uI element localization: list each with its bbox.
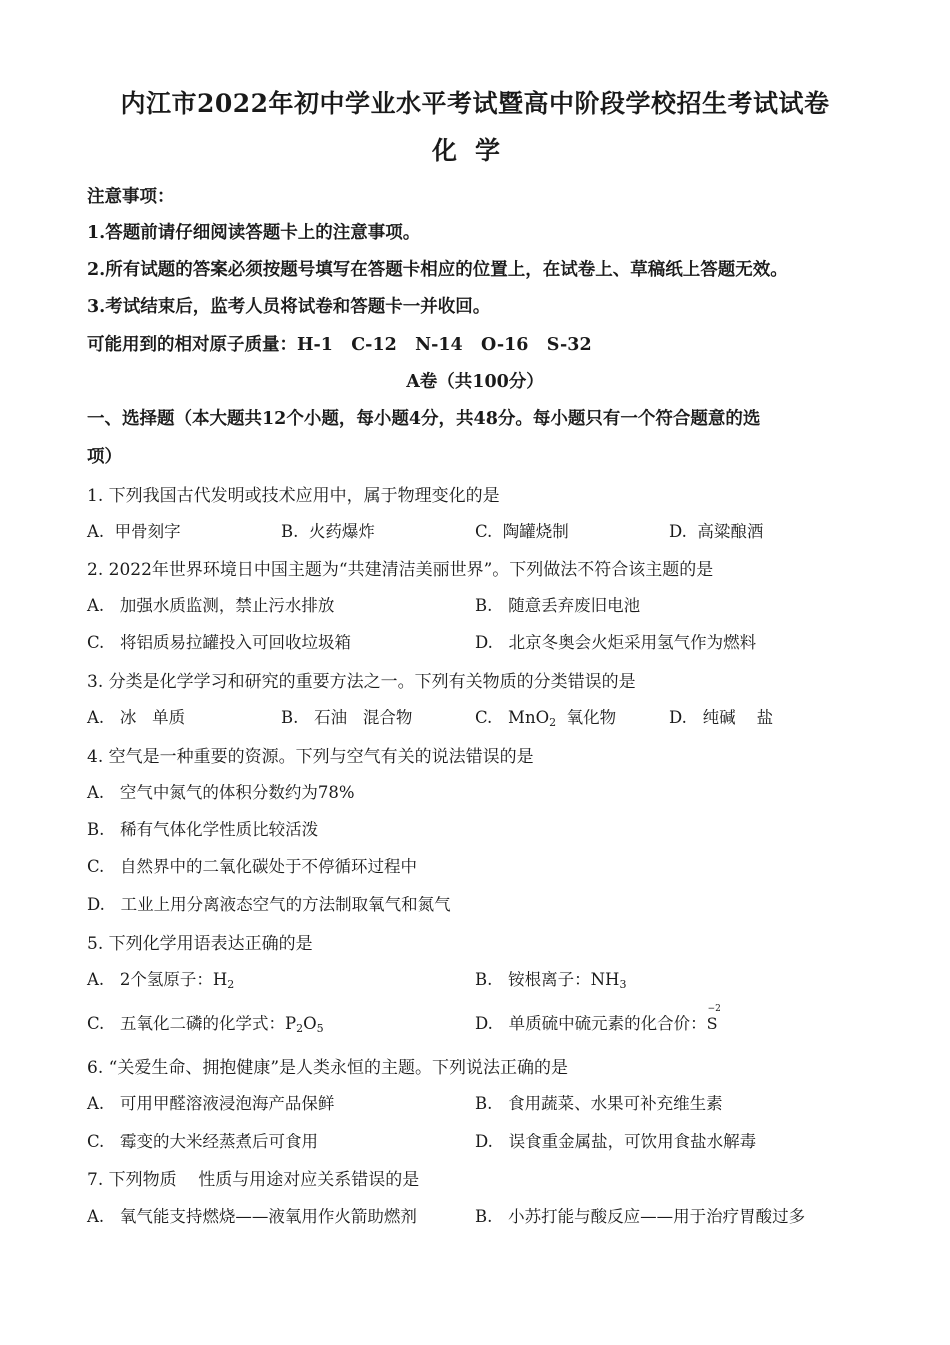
option-c: C. 五氧化二磷的化学式：$P_2O_5$ [87,1014,324,1035]
notes-heading: 注意事项： [87,187,175,207]
option-d: D. 工业上用分离液态空气的方法制取氧气和氮气 [87,895,451,914]
note-item: 2.所有试题的答案必须按题号填写在答题卡相应的位置上，在试卷上、草稿纸上答题无效。 [87,260,788,280]
option-b: B. 石油 混合物 [281,708,413,727]
option-b: B. 食用蔬菜、水果可补充维生素 [475,1094,723,1113]
option-a: A. 2个氢原子：$H_2$ [87,970,235,991]
option-d: D. 误食重金属盐，可饮用食盐水解毒 [475,1132,757,1151]
exam-title: 内江市2022年初中学业水平考试暨高中阶段学校招生考试试卷 [120,89,830,118]
note-item: 1.答题前请仔细阅读答题卡上的注意事项。 [87,223,421,243]
question-stem: 4. 空气是一种重要的资源。下列与空气有关的说法错误的是 [87,747,534,767]
option-c: C. 霉变的大米经蒸煮后可食用 [87,1132,319,1151]
question-stem: 6. “关爱生命、拥抱健康”是人类永恒的主题。下列说法正确的是 [87,1058,569,1078]
valence-symbol: −2 S [706,1004,721,1033]
option-b: B. 铵根离子：$NH_3$ [475,970,627,991]
section-heading-cont: 项） [87,447,122,467]
atomic-masses: 可能用到的相对原子质量：H-1 C-12 N-14 O-16 S-32 [87,335,592,355]
question-stem: 7. 下列物质 性质与用途对应关系错误的是 [87,1170,420,1190]
option-a: A. 空气中氮气的体积分数约为78% [87,783,355,802]
option-a: A. 甲骨刻字 [87,522,181,541]
option-b: B. 稀有气体化学性质比较活泼 [87,820,319,839]
option-c: C. 陶罐烧制 [475,522,569,541]
option-a: A. 氧气能支持燃烧——液氧用作火箭助燃剂 [87,1207,417,1226]
option-c-letter: C. [475,708,493,727]
question-stem: 2. 2022年世界环境日中国主题为“共建清洁美丽世界”。下列做法不符合该主题的是 [87,560,714,580]
option-a: A. 可用甲醛溶液浸泡海产品保鲜 [87,1094,335,1113]
formula-mno2: MnO$_2$ [508,708,557,729]
question-stem: 1. 下列我国古代发明或技术应用中，属于物理变化的是 [87,486,500,506]
question-stem: 5. 下列化学用语表达正确的是 [87,934,313,954]
option-a: A. 冰 单质 [87,708,186,727]
option-b: B. 随意丢弃废旧电池 [475,596,641,615]
question-stem: 3. 分类是化学学习和研究的重要方法之一。下列有关物质的分类错误的是 [87,672,636,692]
option-c: C. 自然界中的二氧化碳处于不停循环过程中 [87,857,418,876]
option-b: B. 小苏打能与酸反应——用于治疗胃酸过多 [475,1207,806,1226]
option-c: C. MnO$_2$ 氧化物 [475,708,617,729]
option-d: D. 高粱酿酒 [669,522,764,541]
option-c: C. 将铝质易拉罐投入可回收垃圾箱 [87,633,352,652]
note-item: 3.考试结束后，监考人员将试卷和答题卡一并收回。 [87,297,491,317]
option-d: D. 纯碱 盐 [669,708,774,727]
option-d: D. 北京冬奥会火炬采用氢气作为燃料 [475,633,757,652]
volume-heading: A卷（共100分） [406,372,544,392]
section-heading: 一、选择题（本大题共12个小题，每小题4分，共48分。每小题只有一个符合题意的选 [87,409,761,429]
option-a: A. 加强水质监测，禁止污水排放 [87,596,335,615]
option-b: B. 火药爆炸 [281,522,375,541]
option-d: D. 单质硫中硫元素的化合价： −2 S [475,1004,721,1033]
subject-title: 化学 [431,136,518,165]
